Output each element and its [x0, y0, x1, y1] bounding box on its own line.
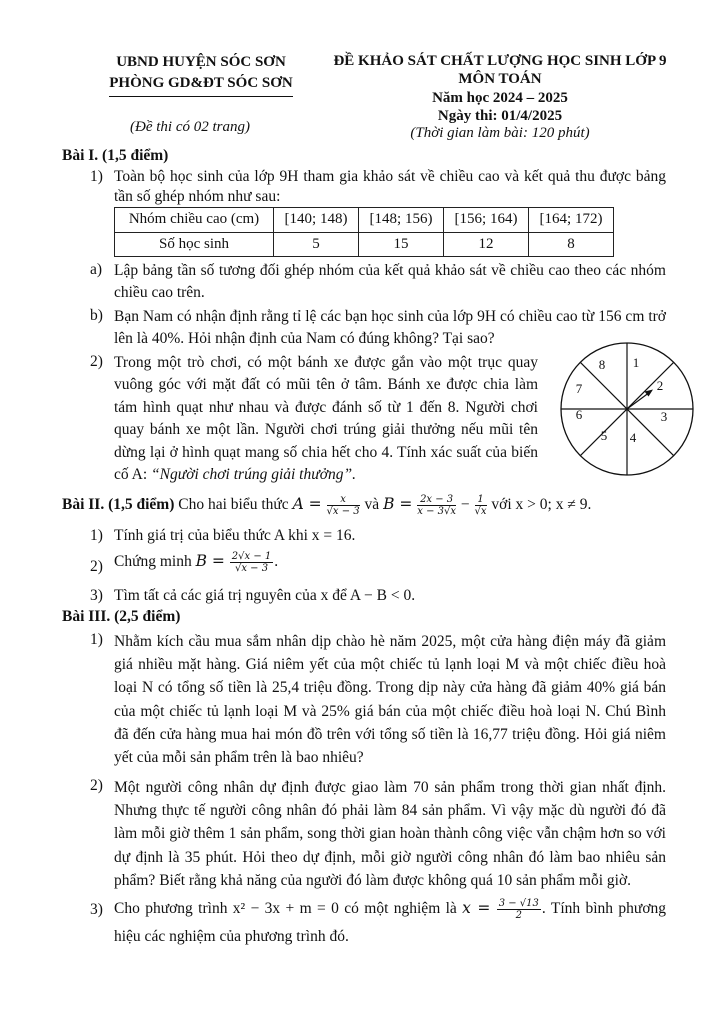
fraction-numerator: 2x − 3 — [417, 494, 456, 506]
fraction-numerator: 3 − √13 — [498, 897, 539, 909]
table-cell: [156; 164) — [444, 208, 529, 233]
question-number: 2) — [90, 777, 103, 794]
prove-text: Chứng minh — [114, 553, 192, 571]
question-number: a) — [90, 261, 103, 278]
question-text: Tìm tất cả các giá trị nguyên của x để A − B < 0. — [114, 587, 416, 604]
question-number: 3) — [90, 901, 103, 918]
exam-date: Ngày thi: 01/4/2025 — [437, 107, 563, 124]
wheel-label-5: 5 — [600, 428, 608, 443]
formula-b-term1 — [417, 494, 456, 517]
fraction-denominator: √x — [474, 506, 487, 517]
table-row — [115, 232, 614, 257]
table-header-cell: Nhóm chiều cao (cm) — [115, 208, 274, 233]
pages-note: (Đề thi có 02 trang) — [130, 119, 250, 135]
table-cell: 5 — [274, 232, 359, 257]
exam-title: ĐỀ KHẢO SÁT CHẤT LƯỢNG HỌC SINH LỚP 9 — [333, 53, 667, 69]
question-text: Nhằm kích cầu mua sắm nhân dịp chào hè năm 2025, một cửa hàng điện máy đã giảm giá nhiều mặt hàng. Giá niêm yết của một chiếc tủ lạnh loại M và một chiếc điều hoà loại N có tổng số tiền là 25,4 triệu đồng. Trong dịp này cửa hàng đã giảm 40% giá bán của một chiếc tủ lạnh loại M và 25% giá bán của một chiếc điều hoà loại N. Chú Bình đã đến cửa hàng mua hai món đồ trên với tổng số tiền là 16,77 triệu đồng. Hỏi giá niêm yết của mỗi sản phẩm trên là bao nhiêu? — [114, 633, 666, 767]
equation-text: Cho phương trình x² − 3x + m = 0 có một nghiệm là — [114, 900, 457, 917]
equation-text-end: . Tính bình phương hiệu các nghiệm của phương trình đó. — [114, 900, 667, 945]
question-text: Toàn bộ học sinh của lớp 9H tham gia khảo sát về chiều cao và kết quả thu được bảng tần số ghép nhóm như sau: — [114, 168, 666, 205]
question-text: Lập bảng tần số tương đối ghép nhóm của kết quả khảo sát về chiều cao theo các nhóm chiều cao trên. — [114, 262, 666, 301]
question-text — [114, 894, 666, 951]
table-cell: 15 — [359, 232, 444, 257]
section-title-2: Bài II. (1,5 điểm) — [62, 496, 175, 514]
wheel-label-3: 3 — [660, 409, 668, 424]
fraction-denominator: 2 — [515, 909, 522, 921]
spinning-wheel — [552, 334, 702, 484]
question-number: 1) — [90, 168, 103, 185]
root-lhs: x = — [462, 899, 491, 917]
question-number: 3) — [90, 587, 103, 604]
question-number: b) — [90, 307, 103, 324]
issuer-department: PHÒNG GD&ĐT SÓC SƠN — [109, 73, 293, 97]
question-number: 1) — [90, 631, 103, 648]
fraction-denominator: √x − 3 — [234, 563, 269, 574]
question-number: 1) — [90, 527, 103, 544]
exam-year: Năm học 2024 – 2025 — [432, 89, 568, 106]
fraction-numerator: 2√x − 1 — [231, 551, 272, 562]
section-title-3: Bài III. (2,5 điểm) — [62, 608, 181, 625]
condition-text: với x > 0; x ≠ 9. — [491, 496, 592, 514]
question-text: Chứng minh B = $\frac{2√x - 1}{√x - 3}$ . — [114, 551, 279, 574]
question-number: 2) — [90, 558, 103, 575]
formula-a-lhs: A = — [292, 495, 322, 514]
table-cell: [164; 172) — [529, 208, 614, 233]
question-text — [114, 352, 538, 486]
frequency-table — [114, 207, 614, 257]
section-title-1: Bài I. (1,5 điểm) — [62, 147, 169, 164]
question-text: Bạn Nam có nhận định rằng tỉ lệ các bạn học sinh của lớp 9H có chiều cao từ 156 cm trở lên là 40%. Hỏi nhận định của Nam có đúng không? Tại sao? — [114, 308, 666, 347]
issuer-district: UBND HUYỆN SÓC SƠN — [116, 54, 286, 70]
question-text: Một người công nhân dự định được giao làm 70 sản phẩm trong thời gian nhất định. Nhưng thực tế người công nhân đó phải làm 84 sản phẩm. Vì vậy mặc dù người đó đã làm mỗi giờ thêm 1 sản phẩm, song thời gian hoàn thành công việc vẫn chậm hơn so với dự định là 35 phút. Hỏi theo dự định, mỗi giờ người công nhân đó làm bao nhiêu sản phẩm? Biết rằng khả năng của người đó làm được không quá 10 sản phẩm mỗi giờ. — [114, 779, 666, 889]
root-formula — [497, 898, 541, 921]
wheel-label-2: 2 — [656, 378, 664, 393]
exam-subject: MÔN TOÁN — [458, 71, 542, 88]
fraction-numerator: 1 — [475, 494, 487, 506]
question-number: 2) — [90, 353, 103, 370]
table-cell: 12 — [444, 232, 529, 257]
issuer-block — [96, 52, 306, 97]
wheel-label-4: 4 — [629, 430, 637, 445]
formula-a — [327, 494, 360, 517]
formula-b-proof-lhs: B = — [195, 552, 225, 571]
fraction-numerator: x — [327, 494, 360, 506]
table-header-cell: Số học sinh — [115, 232, 274, 257]
table-cell: [148; 156) — [359, 208, 444, 233]
event-description: “Người chơi trúng giải thưởng”. — [151, 466, 356, 484]
question-text: Tính giá trị của biểu thức A khi x = 16. — [114, 527, 356, 544]
section-2-intro — [62, 494, 702, 517]
time-note: (Thời gian làm bài: 120 phút) — [410, 125, 590, 141]
wheel-label-1: 1 — [632, 355, 640, 370]
formula-b-lhs: B = — [383, 495, 413, 514]
table-cell: 8 — [529, 232, 614, 257]
exam-title-block — [310, 52, 690, 125]
table-row — [115, 208, 614, 233]
wheel-label-8: 8 — [598, 357, 606, 372]
arrow-line — [627, 392, 650, 409]
and-text: và — [364, 496, 380, 514]
formula-b-proof — [230, 551, 273, 574]
table-cell: [140; 148) — [274, 208, 359, 233]
formula-b-term2 — [475, 494, 487, 517]
wheel-question-text: Trong một trò chơi, có một bánh xe được gắn vào một trục quay vuông góc với mặt đất có mũi tên ở tâm. Bánh xe được chia làm tám hình quạt như nhau và được đánh số từ 1 đến 8. Người chơi quay bánh xe một lần. Người chơi trúng giải thưởng nếu mũi tên dừng lại ở hình quạt mang số chia hết cho 4. Tính xác suất của biến cố A: — [114, 354, 538, 484]
fraction-denominator: √x − 3 — [326, 506, 360, 517]
intro-text: Cho hai biểu thức — [178, 496, 289, 514]
wheel-label-7: 7 — [575, 381, 583, 396]
wheel-label-6: 6 — [575, 407, 583, 422]
fraction-denominator: x − 3√x — [417, 506, 456, 517]
minus-sign: − — [460, 496, 470, 514]
